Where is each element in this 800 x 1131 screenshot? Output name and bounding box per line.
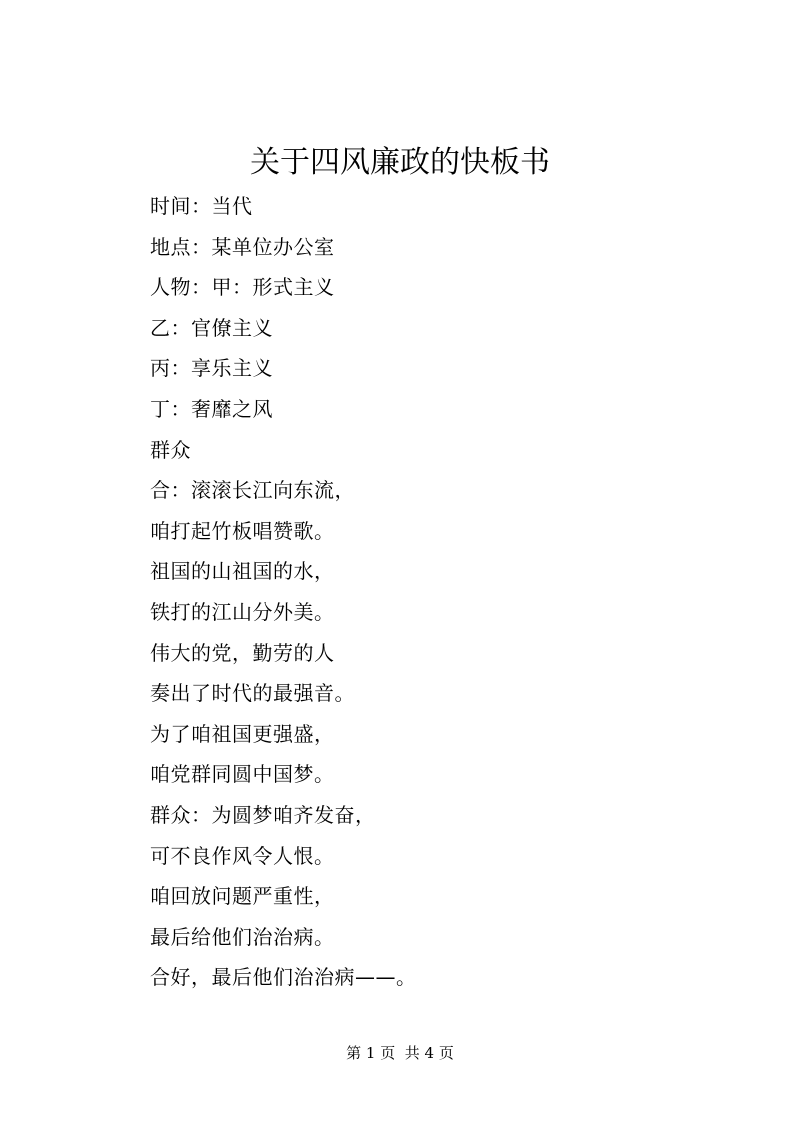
text-line: 咱打起竹板唱赞歌。 [150, 518, 335, 543]
text-line: 伟大的党，勤劳的人 [150, 640, 335, 665]
text-line: 祖国的山祖国的水， [150, 559, 335, 584]
text-line: 合好，最后他们治治病——。 [150, 965, 417, 990]
text-line: 可不良作风令人恨。 [150, 843, 335, 868]
text-line: 群众：为圆梦咱齐发奋， [150, 802, 376, 827]
page-number-footer: 第 1 页 共 4 页 [346, 1044, 454, 1062]
text-line: 咱回放问题严重性， [150, 884, 335, 909]
text-line: 丁：奢靡之风 [150, 396, 273, 421]
text-line: 人物：甲：形式主义 [150, 275, 335, 300]
text-line: 为了咱祖国更强盛， [150, 721, 335, 746]
text-line: 时间：当代 [150, 194, 253, 218]
text-line: 最后给他们治治病。 [150, 924, 335, 949]
text-line: 铁打的江山分外美。 [150, 599, 335, 624]
document-body [150, 186, 750, 998]
text-line: 合：滚滚长江向东流， [150, 478, 355, 503]
text-line: 奏出了时代的最强音。 [150, 681, 355, 706]
text-line: 丙：享乐主义 [150, 356, 273, 381]
text-line: 咱党群同圆中国梦。 [150, 762, 335, 787]
text-line: 群众 [150, 437, 191, 462]
text-line: 乙：官僚主义 [150, 315, 273, 340]
text-line: 地点：某单位办公室 [150, 234, 335, 259]
document-title: 关于四风廉政的快板书 [250, 145, 550, 180]
